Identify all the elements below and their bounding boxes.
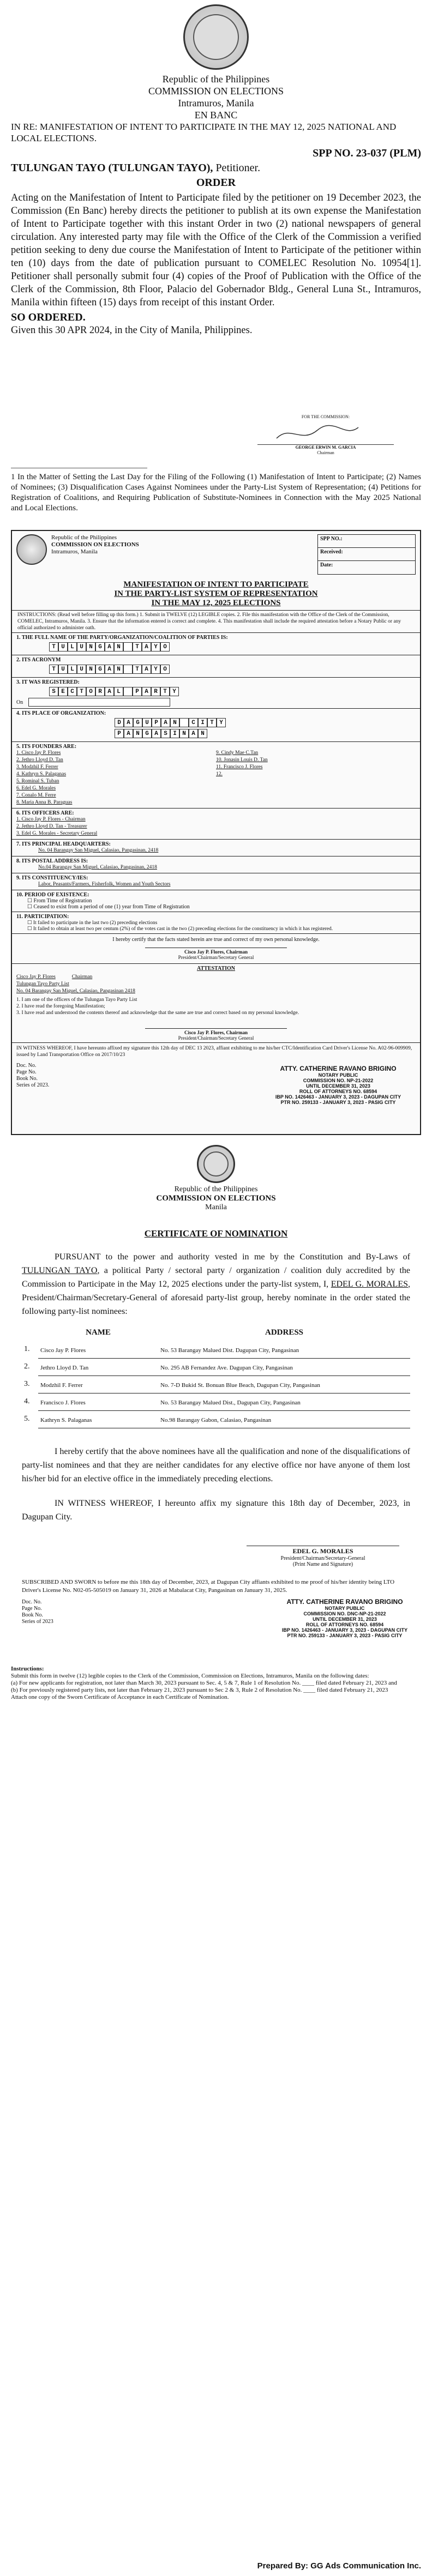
char-box: O [160, 642, 170, 651]
comelec-logo-icon [16, 534, 47, 565]
section-registered [12, 678, 420, 709]
char-box: C [68, 687, 77, 696]
section-5-label: 5. ITS FOUNDERS ARE: [16, 744, 77, 750]
nominee-number: 4. [24, 1397, 30, 1405]
header-en-banc: EN BANC [194, 110, 238, 120]
re-line: IN RE: MANIFESTATION OF INTENT TO PARTICIPATE IN THE MAY 12, 2025 NATIONAL AND LOCAL ELECTIONS. [11, 122, 397, 143]
section-postal [12, 856, 420, 873]
attestation-title: ATTESTATION [196, 966, 236, 972]
nominee-row [22, 1393, 410, 1410]
char-box: A [105, 642, 114, 651]
cert-notary-stamp [274, 1598, 416, 1638]
nominee-row [22, 1358, 410, 1376]
cert-page-no: Page No. [22, 1605, 42, 1612]
cert-nominator: EDEL G. MORALES [331, 1280, 409, 1289]
char-box: A [124, 729, 133, 738]
cert-seal-icon [197, 1145, 235, 1183]
section-acronym [12, 655, 420, 678]
nominee-address: No. 53 Barangay Malued Dist. Dagupan City, Pangasinan [158, 1341, 410, 1358]
form-title-2: IN THE PARTY-LIST SYSTEM OF REPRESENTATION [114, 589, 318, 598]
section-participation [12, 912, 420, 934]
list-item: 1. Cisco Jay P. Flores - Chairman [16, 817, 86, 822]
cert-instr-3: (b) For previously registered party lists, not later than February 21, 2023 pursuant to Sec 2 & 3, Rule 2 of Resolution No. ____ filed dated February 21, 2023 [11, 1686, 388, 1693]
book-no: Book No. [16, 1076, 38, 1082]
list-item: 4. Kathryn S. Palaganas [16, 771, 67, 777]
notary-l5: IBP NO. 1426463 - JANUARY 3, 2023 - DAGUPAN CITY [275, 1094, 401, 1100]
footnote-section [0, 472, 432, 514]
spp-box [317, 534, 416, 575]
char-box: T [49, 665, 58, 674]
char-box: R [95, 687, 105, 696]
nominee-name: Modzhil F. Ferrer [38, 1376, 158, 1393]
order-section [0, 4, 432, 336]
form-signer-title: President/Chairman/Secretary General [178, 955, 254, 960]
participation-b: ☐ It failed to obtain at least two per centum (2%) of the votes cast in the two (2) preceding elections for the constituency in which it has registered. [27, 926, 333, 932]
footnote: 1 In the Matter of Setting the Last Day for the Filing of the Following (1) Manifestation of Intent to Participate; (2) Names of Nominees; (3) Disqualification Cases Against Nominees under the Party-List System of Representation; (4) Petitions for Registration of Coalitions, and Requiring Publication of Substitute-Nominees in Connection with the May 2025 National and Local Elections. [11, 473, 421, 512]
nominee-address: No. 295 AB Fernandez Ave. Dagupan City, Pangasinan [158, 1358, 410, 1376]
participation-a-text: It failed to participate in the last two (2) preceding elections [33, 920, 158, 926]
cert-paragraph-2: I hereby certify that the above nominees have all the qualification and none of the disqualifications of party-list nominees and that they are neither candidates for any elective office nor have anyone of them lost his/her bid for an elective office in the immediately preceding elections. [22, 1446, 410, 1483]
nominee-number: 2. [24, 1362, 30, 1371]
char-box [179, 718, 189, 727]
section-1-label: 1. THE FULL NAME OF THE PARTY/ORGANIZATION/COALITION OF PARTIES IS: [16, 635, 228, 641]
cert-notary-l3: UNTIL DECEMBER 31, 2023 [313, 1616, 377, 1622]
char-box: T [77, 687, 86, 696]
section-constituency [12, 873, 420, 890]
cert-party-name: TULUNGAN TAYO [22, 1266, 98, 1275]
section-existence [12, 890, 420, 912]
char-box: Y [217, 718, 226, 727]
char-box: Y [170, 687, 179, 696]
char-box: G [133, 718, 142, 727]
nominee-number: 1. [24, 1345, 30, 1353]
char-box: A [142, 642, 151, 651]
char-box: N [133, 729, 142, 738]
char-box: O [86, 687, 95, 696]
header-commission: COMMISSION ON ELECTIONS [148, 86, 284, 96]
section-place [12, 709, 420, 742]
cert-instr-4: Attach one copy of the Sworn Certificate of Acceptance in each Certificate of Nomination. [11, 1693, 229, 1700]
char-box: P [152, 718, 161, 727]
col-name: NAME [86, 1328, 111, 1337]
cert-instructions [0, 1666, 432, 1701]
char-box: C [189, 718, 198, 727]
given-line: Given this 30 APR 2024, in the City of Manila, Philippines. [11, 325, 253, 336]
char-box: O [160, 665, 170, 674]
notary-area [12, 1060, 420, 1126]
att-addr: No. 04 Barangay San Miguel, Calasiao, Pangasinan 2418 [16, 988, 135, 994]
section-4-label: 4. ITS PLACE OF ORGANIZATION: [16, 710, 106, 716]
place-city-boxes [115, 718, 416, 727]
section-full-name [12, 633, 420, 655]
char-box: A [142, 665, 151, 674]
cert-p1-c: , President/Chairman/Secretary-General of aforesaid party-list group, hereby nominate in the order stated the following party-list nominees: [22, 1280, 411, 1316]
att-org: Tulungan Tayo Party List [16, 981, 69, 987]
char-box: A [105, 687, 114, 696]
cert-paragraph-1 [0, 1250, 432, 1318]
char-box [123, 642, 133, 651]
signatory-title: Chairman [317, 450, 334, 455]
participation-b-text: It failed to obtain at least two per centum (2%) of the votes cast in the two (2) preceding elections for the constituency in which it has registered. [33, 926, 333, 932]
char-box: A [105, 665, 114, 674]
participation-a: ☐ It failed to participate in the last two (2) preceding elections [27, 920, 158, 926]
char-box [123, 687, 133, 696]
nominee-name: Kathryn S. Palaganas [38, 1410, 158, 1428]
registered-date-field[interactable] [28, 698, 170, 707]
cert-header-commission: COMMISSION ON ELECTIONS [156, 1194, 276, 1203]
founders-col-b [216, 750, 416, 806]
nominee-address: No.98 Barangay Gabon, Calasiao, Pangasinan [158, 1410, 410, 1428]
form-signer: Cisco Jay P. Flores, Chairman [184, 949, 248, 955]
list-item: 12. [216, 771, 223, 777]
petitioner-suffix: Petitioner. [215, 162, 261, 174]
list-item: 10. Jonasin Louis D. Tan [216, 757, 268, 763]
cert-instr-title: Instructions: [11, 1665, 44, 1672]
form-signer-line [145, 948, 287, 960]
char-box: T [160, 687, 170, 696]
list-item: 1. Cisco Jay P. Flores [16, 750, 61, 756]
section-11-label: 11. PARTICIPATION: [16, 914, 69, 920]
cert-signer-title: President/Chairman/Secretary-General [280, 1555, 365, 1561]
char-box: N [86, 642, 95, 651]
cert-header-republic: Republic of the Philippines [174, 1185, 258, 1193]
section-9-label: 9. ITS CONSTITUENCY/IES: [16, 875, 88, 881]
nominee-name: Jethro Lloyd D. Tan [38, 1358, 158, 1376]
founders-col-a [16, 750, 216, 806]
existence-option-b: ☐ Ceased to exist from a period of one (1) year from Time of Registration [27, 904, 190, 910]
char-box: D [115, 718, 124, 727]
nominee-row [22, 1410, 410, 1428]
nominee-address: No. 7-D Bukid St. Bonuan Blue Beach, Dagupan City, Pangasinan [158, 1376, 410, 1393]
witness-text: IN WITNESS WHEREOF, I have hereunto affixed my signature this 12th day of DEC 13 2023, affiant exhibiting to me his/her CTC/Identification Card Driver's License No. A02-96-009909, issued by Land Transportation Office on 2017/10/23 [16, 1046, 412, 1058]
prepared-by: Prepared By: GG Ads Communication Inc. [257, 2561, 421, 2571]
att-signer-title: President/Chairman/Secretary General [178, 1035, 254, 1041]
char-box: N [170, 718, 179, 727]
signature-icon [257, 420, 394, 445]
cert-signer: EDEL G. MORALES [292, 1547, 353, 1555]
char-box: N [198, 729, 207, 738]
att-item-2: 2. I have read the foregoing Manifestation; [16, 1004, 105, 1009]
section-founders [12, 742, 420, 809]
att-name: Cisco Jay P. Flores [16, 974, 56, 980]
nominee-number: 3. [24, 1380, 30, 1388]
order-paragraph: Acting on the Manifestation of Intent to Participate filed by the petitioner on 19 December 2023, the Commission (En Banc) hereby directs the petitioner to publish at its own expense the Manifestation of Intent to Participate together with this instant Order in two (2) national newspapers of general circulation. Any interested party may file with the Office of the Clerk of the Commission a verified petition seeking to deny due course the Manifestation of Intent to Participate of the petitioner within ten (10) days from the date of publication pursuant to COMELEC Resolution No. 10954[1]. Petitioner shall personally submit four (4) copies of the Proof of Publication with the Office of the Clerk of the Commission, 8th Floor, Palacio del Gobernador Bldg., General Luna St., Intramuros, Manila within fifteen (15) days from receipt of this instant Order. [11, 192, 421, 308]
notary-l4: ROLL OF ATTORNEYS NO. 68594 [299, 1089, 377, 1094]
cert-notary-l2: COMMISSION NO. DNC-NP-21-2022 [303, 1610, 386, 1616]
char-box: P [115, 729, 124, 738]
notary-l6: PTR NO. 259133 - JANUARY 3, 2023 - PASIG CITY [280, 1100, 396, 1105]
char-box: N [86, 665, 95, 674]
comelec-seal-icon [183, 4, 249, 70]
acronym-boxes [49, 665, 416, 674]
on-label: On [16, 699, 23, 705]
so-ordered: SO ORDERED. [11, 311, 86, 323]
signatory-name: GEORGE ERWIN M. GARCIA [295, 445, 356, 450]
form-title-1: MANIFESTATION OF INTENT TO PARTICIPATE [123, 580, 309, 589]
char-box: U [58, 665, 68, 674]
petitioner-line [0, 162, 432, 174]
char-box: T [49, 642, 58, 651]
char-box: N [179, 729, 189, 738]
nominee-row [22, 1376, 410, 1393]
char-box: U [77, 642, 86, 651]
list-item: 5. Rominal S. Tuban [16, 779, 59, 784]
col-address: ADDRESS [265, 1328, 304, 1337]
form-header-location: Intramuros, Manila [51, 548, 98, 555]
char-box: N [114, 665, 123, 674]
list-item: 6. Edel G. Morales [16, 786, 56, 791]
char-box: A [152, 729, 161, 738]
char-box: Y [151, 665, 160, 674]
sig-label: FOR THE COMMISSION: [301, 414, 350, 419]
section-2-label: 2. ITS ACRONYM [16, 657, 61, 663]
existence-b-label: Ceased to exist from a period of one (1) year from Time of Registration [33, 904, 190, 910]
char-box: G [95, 642, 105, 651]
page-no: Page No. [16, 1069, 37, 1075]
section-10-label: 10. PERIOD OF EXISTENCE: [16, 892, 89, 898]
char-box: U [142, 718, 152, 727]
header-republic: Republic of the Philippines [162, 74, 270, 85]
notary-name: ATTY. CATHERINE RAVANO BRIGINO [280, 1065, 397, 1072]
list-item: 8. Maria Anna B. Paraguas [16, 800, 73, 805]
order-title: ORDER [196, 177, 236, 189]
cert-signer-sub: (Print Name and Signature) [292, 1561, 353, 1567]
cert-notary-l6: PTR NO. 259133 - JANUARY 3, 2023 - PASIG CITY [287, 1632, 403, 1638]
att-signer-line [145, 1028, 287, 1041]
date-label: Date: [320, 562, 333, 568]
manifestation-form [11, 530, 421, 1135]
char-box: R [151, 687, 160, 696]
char-box: L [114, 687, 123, 696]
att-item-1: 1. I am one of the officers of the Tulungan Tayo Party List [16, 997, 137, 1003]
char-box [123, 665, 133, 674]
cert-notary-l1: NOTARY PUBLIC [325, 1605, 365, 1611]
cert-series: Series of 2023 [22, 1618, 53, 1625]
char-box: A [189, 729, 198, 738]
cert-notary-l5: IBP NO. 1426463 - JANUARY 3, 2023 - DAGUPAN CITY [281, 1627, 408, 1633]
att-signer: Cisco Jay P. Flores, Chairman [184, 1030, 248, 1035]
constituency-value: Labor, Peasants/Farmers, Fisherfolk, Women and Youth Sectors [38, 882, 171, 887]
cert-paragraph-3: IN WITNESS WHEREOF, I hereunto affix my signature this 18th day of December, 2023, in Dagupan City. [22, 1498, 410, 1522]
cert-notary-area [0, 1595, 432, 1666]
place-province-boxes [115, 729, 416, 738]
char-box: A [142, 687, 151, 696]
notary-l3: UNTIL DECEMBER 31, 2023 [306, 1083, 370, 1089]
list-item: 7. Conalo M. Ferre [16, 793, 56, 798]
char-box: G [142, 729, 152, 738]
section-headquarters [12, 840, 420, 856]
char-box: U [77, 665, 86, 674]
nominees-table [22, 1328, 410, 1428]
cert-subscribed: SUBSCRIBED AND SWORN to before me this 18th day of December, 2023, at Dagupan City affiants exhibited to me proof of his/her identity being LTO Driver's License No. N02-05-505019 on January 31, 2026 at Mabalacat City, Pangasinan on January 31, 2025. [22, 1578, 395, 1594]
cert-signer-block [247, 1546, 399, 1567]
cert-p1-a: PURSUANT to the power and authority vested in me by the Constitution and By-Laws of [55, 1252, 410, 1262]
cert-instr-1: Submit this form in twelve (12) legible copies to the Clerk of the Commission, Commission on Elections, Intramuros, Manila on the following dates: [11, 1672, 369, 1679]
char-box: L [68, 642, 77, 651]
attestation [12, 963, 420, 1043]
char-box: T [133, 665, 142, 674]
char-box: I [170, 729, 179, 738]
full-name-boxes [49, 642, 416, 651]
char-box: Y [151, 642, 160, 651]
form-header-commission: COMMISSION ON ELECTIONS [51, 541, 139, 548]
nominee-address: No. 53 Barangay Malued Dist., Dagupan City, Pangasinan [158, 1393, 410, 1410]
form-instructions: INSTRUCTIONS: (Read well before filling up this form.) 1. Submit in TWELVE (12) LEGIBLE copies. 2. File this manifestation with the Office of the Clerk of the Commission, COMELEC, Intramuros, Manila. 3. Ensure that the information entered is correct and complete. 4. This manifestation shall include the required attestation before a Notary Public or any official authorized to administer oath. [12, 610, 420, 633]
list-item: 3. Modzhil F. Ferrer [16, 764, 58, 770]
nominee-name: Francisco J. Flores [38, 1393, 158, 1410]
char-box: P [133, 687, 142, 696]
nominee-number: 5. [24, 1415, 30, 1423]
att-position: Chairman [71, 974, 93, 980]
char-box: U [58, 642, 68, 651]
case-number: SPP NO. 23-037 (PLM) [313, 147, 421, 159]
form-title-3: IN THE MAY 12, 2025 ELECTIONS [151, 599, 281, 607]
list-item: 3. Edel G. Morales - Secretary General [16, 831, 98, 836]
cert-book-no: Book No. [22, 1612, 43, 1618]
form-notary-stamp [267, 1065, 409, 1105]
existence-option-a: ☐ From Time of Registration [27, 898, 92, 904]
char-box: A [124, 718, 133, 727]
list-item: 2. Jethro Lloyd D. Tan [16, 757, 63, 763]
spp-label: SPP NO.: [318, 535, 415, 548]
cert-instr-2: (a) For new applicants for registration, not later than March 30, 2023 pursuant to Sec. 4, 5 & 7, Rule 1 of Resolution No. ____ filed dated February 21, 2023 and [11, 1679, 397, 1686]
char-box: G [95, 665, 105, 674]
cert-doc-no: Doc. No. [22, 1598, 42, 1605]
series-no: Series of 2023. [16, 1082, 50, 1088]
certificate-section [0, 1145, 432, 1701]
nominee-name: Cisco Jay P. Flores [38, 1341, 158, 1358]
cert-p1-b: , a political Party / sectoral party / organization / coalition duly accredited by the Commission to Participate in the May 12, 2025 elections under the party-list system, I, [22, 1266, 410, 1289]
header-location: Intramuros, Manila [178, 98, 254, 108]
att-item-3: 3. I have read and understood the contents thereof and acknowledge that the same are true and correct based on my personal knowledge. [16, 1010, 299, 1016]
cert-notary-l4: ROLL OF ATTORNEYS NO. 68594 [305, 1621, 384, 1627]
doc-no: Doc. No. [16, 1063, 37, 1069]
notary-l1: NOTARY PUBLIC [318, 1072, 358, 1078]
form-header-republic: Republic of the Philippines [51, 534, 117, 541]
list-item: 11. Francisco J. Flores [216, 764, 263, 770]
cert-header-location: Manila [205, 1203, 227, 1211]
char-box: E [58, 687, 68, 696]
cert-title: CERTIFICATE OF NOMINATION [144, 1228, 288, 1239]
chairman-signature-block [257, 414, 394, 456]
section-officers [12, 809, 420, 840]
certify-text: I hereby certify that the facts stated herein are true and correct of my own personal knowledge. [112, 937, 320, 943]
char-box: S [49, 687, 58, 696]
section-8-label: 8. ITS POSTAL ADDRESS IS: [16, 858, 88, 864]
headquarters-value: No. 04 Barangay San Miguel, Calasiao, Pangasinan, 2418 [38, 848, 159, 853]
received-label: Received: [318, 548, 415, 561]
section-6-label: 6. ITS OFFICERS ARE: [16, 810, 74, 816]
officers-list [16, 816, 416, 837]
char-box: L [68, 665, 77, 674]
section-7-label: 7. ITS PRINCIPAL HEADQUARTERS: [16, 841, 111, 847]
char-box: I [198, 718, 207, 727]
nominee-row [22, 1341, 410, 1358]
registered-boxes [49, 687, 416, 696]
existence-a-label: From Time of Registration [33, 898, 92, 904]
char-box: N [114, 642, 123, 651]
notary-l2: COMMISSION NO. NP-21-2022 [303, 1078, 374, 1083]
section-3-label: 3. IT WAS REGISTERED: [16, 679, 80, 685]
list-item: 9. Cindy Mae C.Tan [216, 750, 259, 756]
cert-notary-name: ATTY. CATHERINE RAVANO BRIGINO [286, 1597, 403, 1606]
char-box: T [207, 718, 217, 727]
petitioner-name: TULUNGAN TAYO (TULUNGAN TAYO), [11, 162, 213, 174]
list-item: 2. Jethro Lloyd D. Tan - Treasurer [16, 824, 87, 829]
char-box: A [161, 718, 170, 727]
char-box: T [133, 642, 142, 651]
postal-value: No.04 Barangay San Miguel, Calasiao, Pangasinan, 2418 [38, 865, 157, 870]
char-box: S [161, 729, 170, 738]
